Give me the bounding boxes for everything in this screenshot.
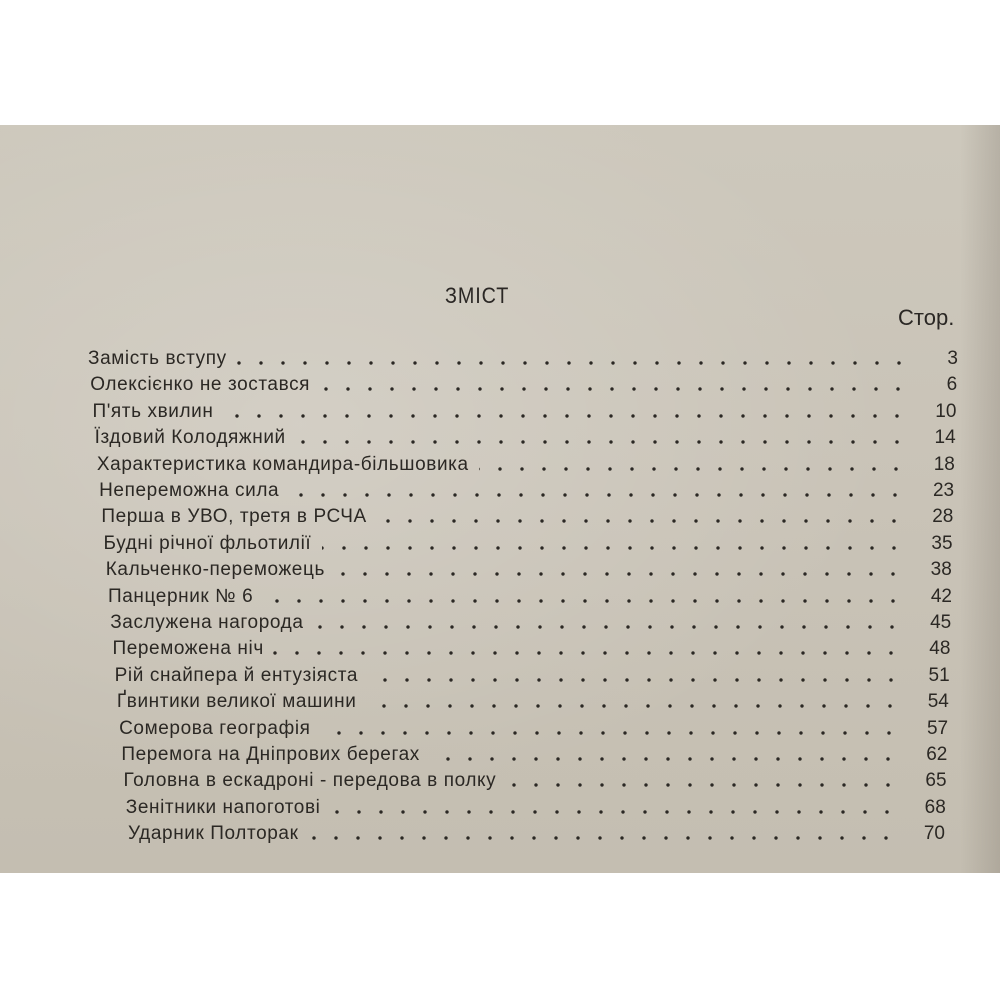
toc-entry-title: Заслужена нагорода — [110, 612, 304, 633]
dot-leader — [309, 836, 897, 840]
toc-entry-page-number: 3 — [947, 348, 958, 369]
toc-entry-page-number: 42 — [930, 585, 952, 607]
toc-entry — [128, 822, 945, 846]
toc-entry-page-number: 6 — [946, 374, 958, 396]
dot-leader — [320, 387, 909, 391]
toc-entry — [88, 347, 958, 371]
toc-entry-title: Олексієнко не зостався — [90, 374, 311, 396]
toc-entry-title: Кальченко-переможець — [105, 559, 325, 581]
toc-entry — [106, 558, 952, 582]
toc-entry — [124, 769, 947, 793]
toc-entry-title: Головна в ескадроні - передова в полку — [123, 770, 497, 792]
page-edge-shadow — [960, 125, 1000, 873]
toc-entry-page-number: 38 — [930, 559, 952, 581]
dot-leader — [376, 519, 905, 523]
dot-leader — [507, 783, 899, 787]
toc-entry-page-number: 62 — [926, 744, 948, 765]
toc-entry-title: Панцерник № 6 — [108, 585, 254, 607]
dot-leader — [430, 757, 899, 761]
toc-entry-title: Ґвинтики великої машини — [116, 691, 357, 713]
toc-entry-page-number: 45 — [930, 612, 952, 633]
toc-entry-page-number: 14 — [934, 427, 956, 449]
book-page — [0, 125, 1000, 873]
dot-leader — [322, 546, 905, 550]
toc-entry — [121, 743, 947, 767]
toc-entry — [104, 532, 953, 556]
dot-leader — [368, 678, 902, 682]
toc-entry-page-number: 48 — [929, 638, 951, 660]
dot-leader — [289, 493, 906, 497]
toc-entry-page-number: 57 — [926, 717, 949, 739]
dot-leader — [367, 704, 901, 708]
toc-entry — [117, 690, 949, 714]
toc-entry — [95, 426, 956, 450]
dot-leader — [331, 810, 898, 814]
toc-entry-page-number: 70 — [923, 823, 945, 845]
dot-leader — [313, 625, 903, 629]
toc-entry-page-number: 65 — [925, 770, 947, 792]
toc-entry-page-number: 28 — [932, 506, 954, 528]
toc-entry — [119, 717, 948, 741]
toc-entry — [110, 611, 951, 635]
toc-entry-title: Їздовий Колодяжний — [94, 427, 286, 449]
toc-entry — [115, 664, 950, 688]
toc-entry-title: Ударник Полторак — [128, 823, 299, 845]
toc-entry-title: Перемога на Дніпрових берегах — [121, 744, 420, 765]
toc-entry-title: Перша в УВО, третя в РСЧА — [101, 506, 367, 528]
dot-leader — [263, 599, 904, 603]
dot-leader — [296, 440, 908, 444]
toc-entry-title: Переможена ніч — [112, 638, 264, 660]
page-column-header: Стор. — [898, 305, 955, 330]
toc-entry-title: Рій снайпера й ентузіяста — [114, 664, 359, 686]
toc-entry-title: Непереможна сила — [99, 480, 280, 501]
dot-leader — [223, 414, 908, 418]
contents-heading: ЗМІСТ — [445, 283, 510, 308]
toc-entry — [90, 373, 957, 397]
toc-entry-page-number: 35 — [931, 532, 953, 554]
toc-entry-title: П'ять хвилин — [92, 400, 214, 422]
dot-leader — [479, 467, 907, 471]
toc-entry-page-number: 51 — [928, 664, 950, 686]
toc-entry-page-number: 18 — [933, 453, 955, 475]
toc-entry — [97, 453, 955, 477]
toc-entry-title: Замість вступу — [88, 348, 227, 369]
dot-leader — [335, 572, 904, 576]
toc-entry — [92, 400, 956, 424]
toc-entry-title: Характеристика командира-більшовика — [96, 453, 469, 475]
dot-leader — [320, 731, 900, 735]
toc-entry — [108, 585, 952, 609]
toc-entry — [99, 479, 954, 503]
toc-entry-page-number: 68 — [924, 796, 946, 818]
toc-entry — [101, 505, 953, 529]
toc-entry-page-number: 10 — [935, 400, 957, 422]
toc-entry — [112, 637, 950, 661]
toc-entry-title: Зенітники напоготові — [125, 796, 321, 818]
toc-entry-page-number: 23 — [932, 480, 955, 501]
toc-entry-title: Сомерова географія — [119, 717, 311, 739]
toc-entry — [126, 796, 946, 820]
dot-leader — [273, 651, 902, 655]
toc-entry-page-number: 54 — [927, 691, 949, 713]
toc-entry-title: Будні річної фльотилії — [103, 532, 312, 554]
dot-leader — [237, 361, 910, 365]
